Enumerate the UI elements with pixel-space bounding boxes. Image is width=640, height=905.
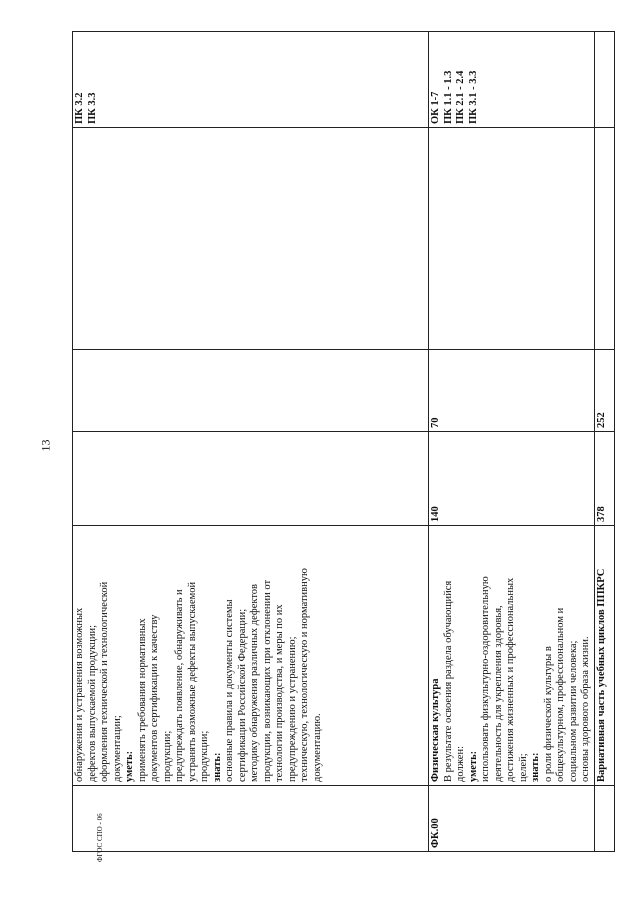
content-line: техническую, технологическую и нормативную xyxy=(299,568,310,782)
content-line: предупреждать появление, обнаруживать и xyxy=(174,589,185,782)
content-line: знать: xyxy=(211,752,223,782)
content-line: уметь: xyxy=(467,750,479,782)
content-line: достижения жизненных и профессиональных xyxy=(505,577,516,782)
content-line: технологии производства, и меры по их xyxy=(274,604,285,782)
content-line: о роли физической культуры в xyxy=(542,646,554,782)
content-line: продукции, возникающих при отклонении от xyxy=(261,579,273,782)
index-code-cell xyxy=(73,786,429,852)
content-line: документации; xyxy=(111,715,123,782)
content-line: В результате освоения раздела обучающийся xyxy=(442,580,454,782)
content-line: целей; xyxy=(517,753,529,782)
required-hours-cell: 252 xyxy=(594,350,614,432)
content-line: использовать физкультурно-оздоровительную xyxy=(480,576,491,782)
required-hours-cell: 70 xyxy=(429,350,595,432)
content-line: дефектов выпускаемой продукции; xyxy=(86,624,98,782)
content-line: знать: xyxy=(530,752,541,782)
content-line: деятельность для укрепления здоровья, xyxy=(492,605,504,782)
content-line: оформления технической и технологической xyxy=(99,581,110,782)
content-line: документацию. xyxy=(311,713,323,782)
table-row xyxy=(594,32,614,852)
table-row xyxy=(73,32,429,852)
discipline-cell xyxy=(429,128,595,350)
max-hours-cell xyxy=(73,432,429,526)
content-line: уметь: xyxy=(124,750,135,782)
content-line: предупреждению и устранению; xyxy=(286,636,298,782)
discipline-cell xyxy=(594,128,614,350)
content-line: общекультурном, профессиональном и xyxy=(555,607,566,782)
content-line: сертификации Российской Федерации; xyxy=(236,608,248,782)
content-line: продукции; xyxy=(199,730,210,782)
max-hours-cell: 140 xyxy=(429,432,595,526)
competencies-cell xyxy=(594,32,614,128)
content-line: основы здорового образа жизни. xyxy=(580,636,591,782)
content-line: документов сертификации к качеству xyxy=(149,614,160,782)
content-line: продукции; xyxy=(161,730,173,782)
content-cell xyxy=(594,526,614,786)
content-line: основные правила и документы системы xyxy=(224,599,235,782)
max-hours-cell: 378 xyxy=(594,432,614,526)
footer-stamp: ФГОС СПО - 06 xyxy=(96,813,104,862)
content-line: обнаружения и устранения возможных xyxy=(74,607,85,782)
discipline-cell xyxy=(73,128,429,350)
curriculum-table-container xyxy=(72,32,607,852)
competencies-cell: ОК 1-7 ПК 1.1 - 1.3 ПК 2.1 - 2.4 ПК 3.1 - 3.3 xyxy=(429,32,595,128)
content-line: методику обнаружения различных дефектов xyxy=(249,583,260,782)
index-code-cell: ФК.00 xyxy=(429,786,595,852)
content-cell xyxy=(429,526,595,786)
content-line: применять требования нормативных xyxy=(136,618,148,782)
content-line: социальном развитии человека; xyxy=(567,640,579,782)
content-line: Физическая культура xyxy=(430,678,441,782)
content-line: должен: xyxy=(455,745,466,782)
content-cell xyxy=(73,526,429,786)
required-hours-cell xyxy=(73,350,429,432)
content-line: устранять возможные дефекты выпускаемой xyxy=(186,581,198,782)
page-number: 13 xyxy=(38,439,53,452)
content-line: Вариативная часть учебных циклов ППКРС xyxy=(595,568,607,782)
competencies-cell: ПК 3.2 ПК 3.3 xyxy=(73,32,429,128)
table-row xyxy=(429,32,595,852)
index-code-cell xyxy=(594,786,614,852)
curriculum-table xyxy=(72,31,615,852)
